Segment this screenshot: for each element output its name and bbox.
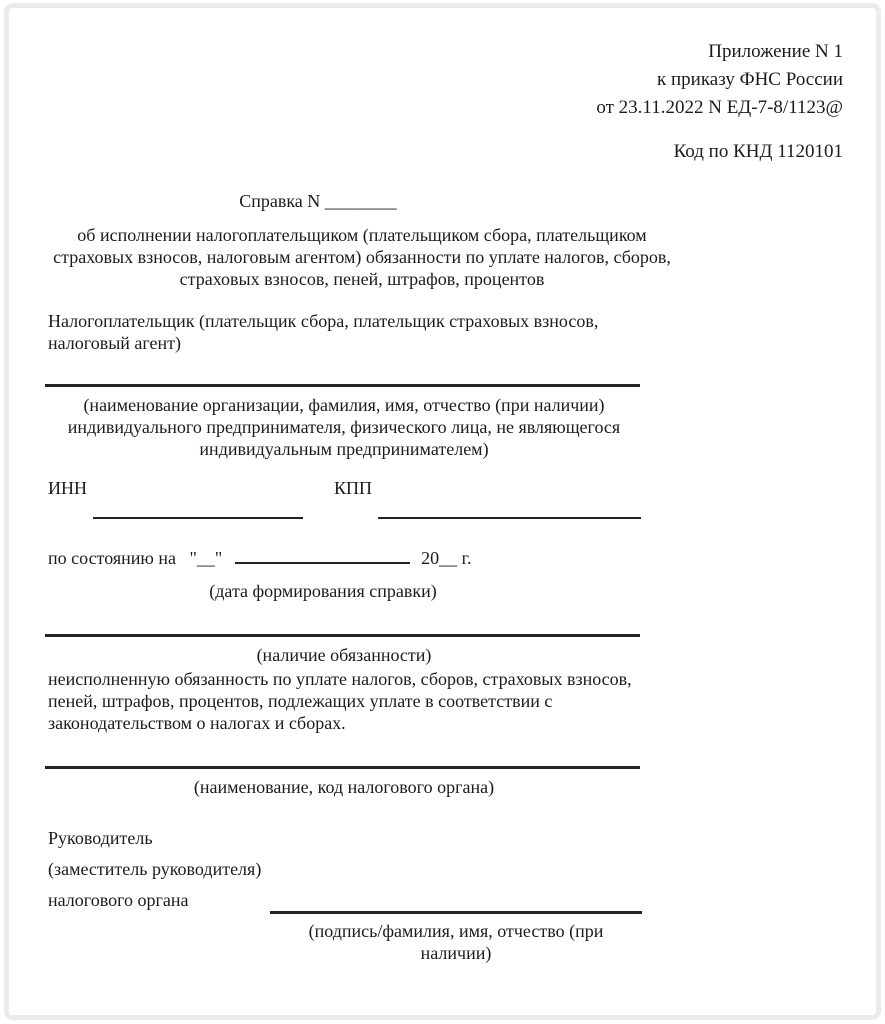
signature-fill-line: [270, 911, 642, 914]
obligation-caption: (наличие обязанности): [256, 645, 432, 665]
obligation-fill-line: [45, 634, 640, 637]
appendix-line-2: к приказу ФНС России: [657, 69, 843, 90]
authority-caption: (наименование, код налогового органа): [193, 777, 495, 797]
authority-fill-line: [45, 766, 640, 769]
taxpayer-fill-line: [45, 384, 640, 387]
document-subtitle: об исполнении налогоплательщиком (плательщиком сбора, плательщиком страховых взносов, налоговым агентом) обязанности по уплате налогов, сборов, страховых взносов, пеней, штрафов, процентов: [53, 225, 671, 289]
kpp-label: КПП: [334, 478, 373, 498]
signatory-role-deputy: (заместитель руководителя): [48, 859, 262, 879]
kpp-fill-line: [378, 517, 641, 519]
signatory-role-head: Руководитель: [48, 828, 153, 848]
appendix-line-1: Приложение N 1: [708, 41, 843, 62]
inn-fill-line: [93, 517, 303, 519]
date-fill-line: [235, 548, 410, 564]
date-caption: (дата формирования справки): [209, 581, 437, 601]
taxpayer-caption: (наименование организации, фамилия, имя, отчество (при наличии) индивидуального предпринимателя, физического лица, не являющегося индивидуальным предпринимателем): [67, 395, 621, 459]
signature-caption: (подпись/фамилия, имя, отчество (при наличии): [308, 921, 604, 963]
taxpayer-label: Налогоплательщик (плательщик сбора, плательщик страховых взносов, налоговый агент): [48, 311, 599, 353]
signatory-role-authority: налогового органа: [48, 890, 189, 910]
document-title: Справка N ________: [239, 191, 397, 211]
inn-label: ИНН: [48, 478, 87, 498]
appendix-line-3: от 23.11.2022 N ЕД-7-8/1123@: [596, 97, 843, 118]
date-year-suffix: 20__ г.: [421, 548, 472, 568]
knd-code: Код по КНД 1120101: [673, 141, 843, 162]
as-of-date-row: [48, 548, 472, 569]
header-appendix-block: [596, 38, 843, 122]
date-day-blank: "__": [189, 548, 223, 568]
obligation-text: неисполненную обязанность по уплате налогов, сборов, страховых взносов, пеней, штрафов, процентов, подлежащих уплате в соответствии с законодательством о налогах и сборах.: [48, 669, 632, 733]
date-prefix: по состоянию на: [48, 548, 176, 568]
